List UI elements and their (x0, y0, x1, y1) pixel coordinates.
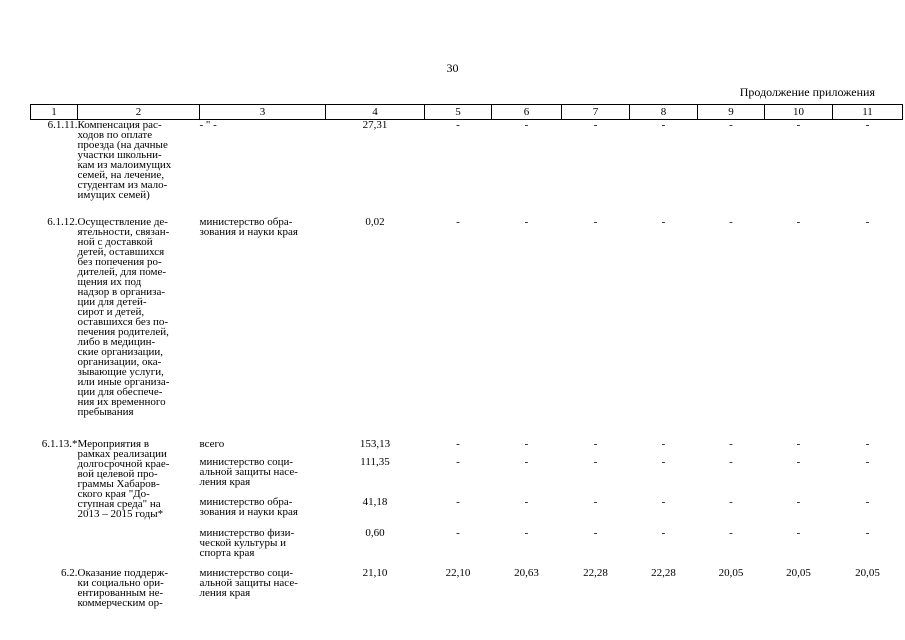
value-cell-col-7 (562, 568, 630, 628)
continuation-label: Продолжение приложения (739, 85, 875, 99)
table-body (31, 120, 903, 629)
column-header-4: 4 (326, 105, 425, 120)
row-name: Мероприятия в рамках реализации долгосрочной крае- вой целевой про- граммы Хабаров- ского края "До- ступная среда" на 2013 – 2015 годы* (77, 438, 170, 520)
value-text: 20,63 (514, 567, 539, 579)
value-text: - (729, 119, 733, 131)
row-executor (200, 439, 326, 568)
value-cell-col-11 (833, 568, 903, 628)
value-text: - (729, 496, 733, 508)
value-text: 111,35 (360, 456, 390, 468)
appendix-table (30, 104, 903, 628)
value-text: - (796, 527, 801, 539)
row-executor (200, 568, 326, 628)
value-text: - (524, 216, 529, 228)
executor-text: министерство физи- ческой культуры и спорта края (199, 527, 295, 559)
value-cell-col-11 (833, 439, 903, 568)
value-text: - (729, 456, 733, 468)
value-cell-col-10 (765, 568, 833, 628)
value-text: - (661, 216, 666, 228)
value-text: - (524, 496, 529, 508)
value-cell-col-8 (630, 120, 698, 218)
value-text: - (865, 456, 870, 468)
row-code: 6.2. (61, 567, 78, 579)
value-text: - (865, 119, 870, 131)
value-text: - (796, 438, 801, 450)
value-text: - (796, 119, 801, 131)
value-text: - (524, 527, 529, 539)
value-cell-col-6 (492, 217, 562, 439)
value-text: - (593, 496, 598, 508)
row-code: 6.1.11. (47, 119, 78, 131)
table-row (31, 439, 903, 568)
column-header-5: 5 (425, 105, 492, 120)
value-text: - (456, 496, 460, 508)
executor-text: - " - (199, 119, 217, 131)
executor-text: министерство обра- зования и науки края (199, 216, 298, 238)
value-text: - (865, 216, 870, 228)
value-cell-col-6 (492, 439, 562, 568)
executor-text: министерство обра- зования и науки края (199, 496, 298, 518)
column-header-7: 7 (562, 105, 630, 120)
value-cell-col-6 (492, 568, 562, 628)
value-text: - (796, 496, 801, 508)
row-name: Осуществление де- ятельности, связан- ной с доставкой детей, оставшихся без попечения ро- дителей, для поме- щения их под надзор в организа- ции для детей- сирот и детей, оставшихся без по- печения родителей, либо в медицин- ские организации, организации, ока- зывающие услуги, или иные организа- ции для обеспече- ния их временного пребывания (77, 216, 170, 418)
row-code: 6.1.13.* (41, 438, 78, 450)
value-cell-col-9 (698, 439, 765, 568)
column-header-10: 10 (765, 105, 833, 120)
value-text: - (456, 456, 460, 468)
value-text: - (729, 216, 733, 228)
value-text: 41,18 (362, 496, 388, 508)
value-text: - (661, 456, 666, 468)
value-cell-col-4 (326, 439, 425, 568)
value-text: - (524, 456, 529, 468)
value-text: 153,13 (359, 438, 391, 450)
value-cell-col-9 (698, 120, 765, 218)
value-cell-col-7 (562, 217, 630, 439)
value-text: - (729, 527, 733, 539)
value-text: 0,02 (365, 216, 385, 228)
value-text: - (796, 456, 801, 468)
value-cell-col-7 (562, 439, 630, 568)
row-executor (200, 217, 326, 439)
table-row (31, 568, 903, 628)
executor-text: министерство соци- альной защиты насе- ления края (199, 456, 298, 488)
column-header-11: 11 (833, 105, 903, 120)
value-cell-col-11 (833, 217, 903, 439)
value-text: 22,10 (445, 567, 471, 579)
row-name: Оказание поддерж- ки социально ори- ентированным не- коммерческим ор- (77, 567, 169, 609)
column-header-9: 9 (698, 105, 765, 120)
value-cell-col-4 (326, 217, 425, 439)
value-text: - (593, 438, 598, 450)
row-executor (200, 120, 326, 218)
value-text: 22,28 (651, 567, 676, 579)
value-text: - (796, 216, 801, 228)
header-row (31, 105, 903, 120)
value-text: - (865, 527, 870, 539)
value-cell-col-8 (630, 568, 698, 628)
executor-text: всего (199, 438, 225, 450)
value-text: 0,60 (365, 527, 385, 539)
value-text: - (524, 119, 529, 131)
value-text: - (865, 496, 870, 508)
column-header-6: 6 (492, 105, 562, 120)
value-text: - (524, 438, 529, 450)
value-text: - (456, 438, 460, 450)
value-text: - (661, 119, 666, 131)
column-header-2: 2 (78, 105, 200, 120)
value-text: - (593, 456, 598, 468)
value-cell-col-9 (698, 217, 765, 439)
value-cell-col-5 (425, 217, 492, 439)
value-text: - (865, 438, 870, 450)
value-cell-col-10 (765, 217, 833, 439)
value-text: - (456, 119, 460, 131)
value-text: - (729, 438, 733, 450)
value-cell-col-10 (765, 439, 833, 568)
value-cell-col-5 (425, 120, 492, 218)
value-text: 22,28 (583, 567, 608, 579)
value-cell-col-8 (630, 217, 698, 439)
executor-text: министерство соци- альной защиты насе- ления края (199, 567, 298, 599)
value-cell-col-6 (492, 120, 562, 218)
value-text: 27,31 (362, 119, 388, 131)
value-text: 21,10 (362, 567, 388, 579)
value-cell-col-11 (833, 120, 903, 218)
table-row (31, 120, 903, 218)
value-text: - (456, 216, 460, 228)
value-text: - (593, 527, 598, 539)
table-row (31, 217, 903, 439)
value-cell-col-10 (765, 120, 833, 218)
value-cell-col-5 (425, 439, 492, 568)
value-cell-col-5 (425, 568, 492, 628)
page-number: 30 (446, 61, 459, 75)
column-header-1: 1 (31, 105, 78, 120)
value-text: - (661, 496, 666, 508)
value-cell-col-4 (326, 568, 425, 628)
value-cell-col-8 (630, 439, 698, 568)
value-cell-col-7 (562, 120, 630, 218)
row-code: 6.1.12. (47, 216, 78, 228)
value-text: 20,05 (718, 567, 744, 579)
value-text: 20,05 (786, 567, 811, 579)
value-text: - (661, 527, 666, 539)
row-name: Компенсация рас- ходов по оплате проезда (на дачные участки школьни- кам из малоимущих семей, на лечение, студентам из мало- имущих семей) (77, 119, 172, 201)
value-text: - (456, 527, 460, 539)
value-cell-col-4 (326, 120, 425, 218)
column-header-3: 3 (200, 105, 326, 120)
value-text: - (593, 119, 598, 131)
value-text: - (593, 216, 598, 228)
value-text: - (661, 438, 666, 450)
column-header-8: 8 (630, 105, 698, 120)
value-text: 20,05 (855, 567, 880, 579)
value-cell-col-9 (698, 568, 765, 628)
